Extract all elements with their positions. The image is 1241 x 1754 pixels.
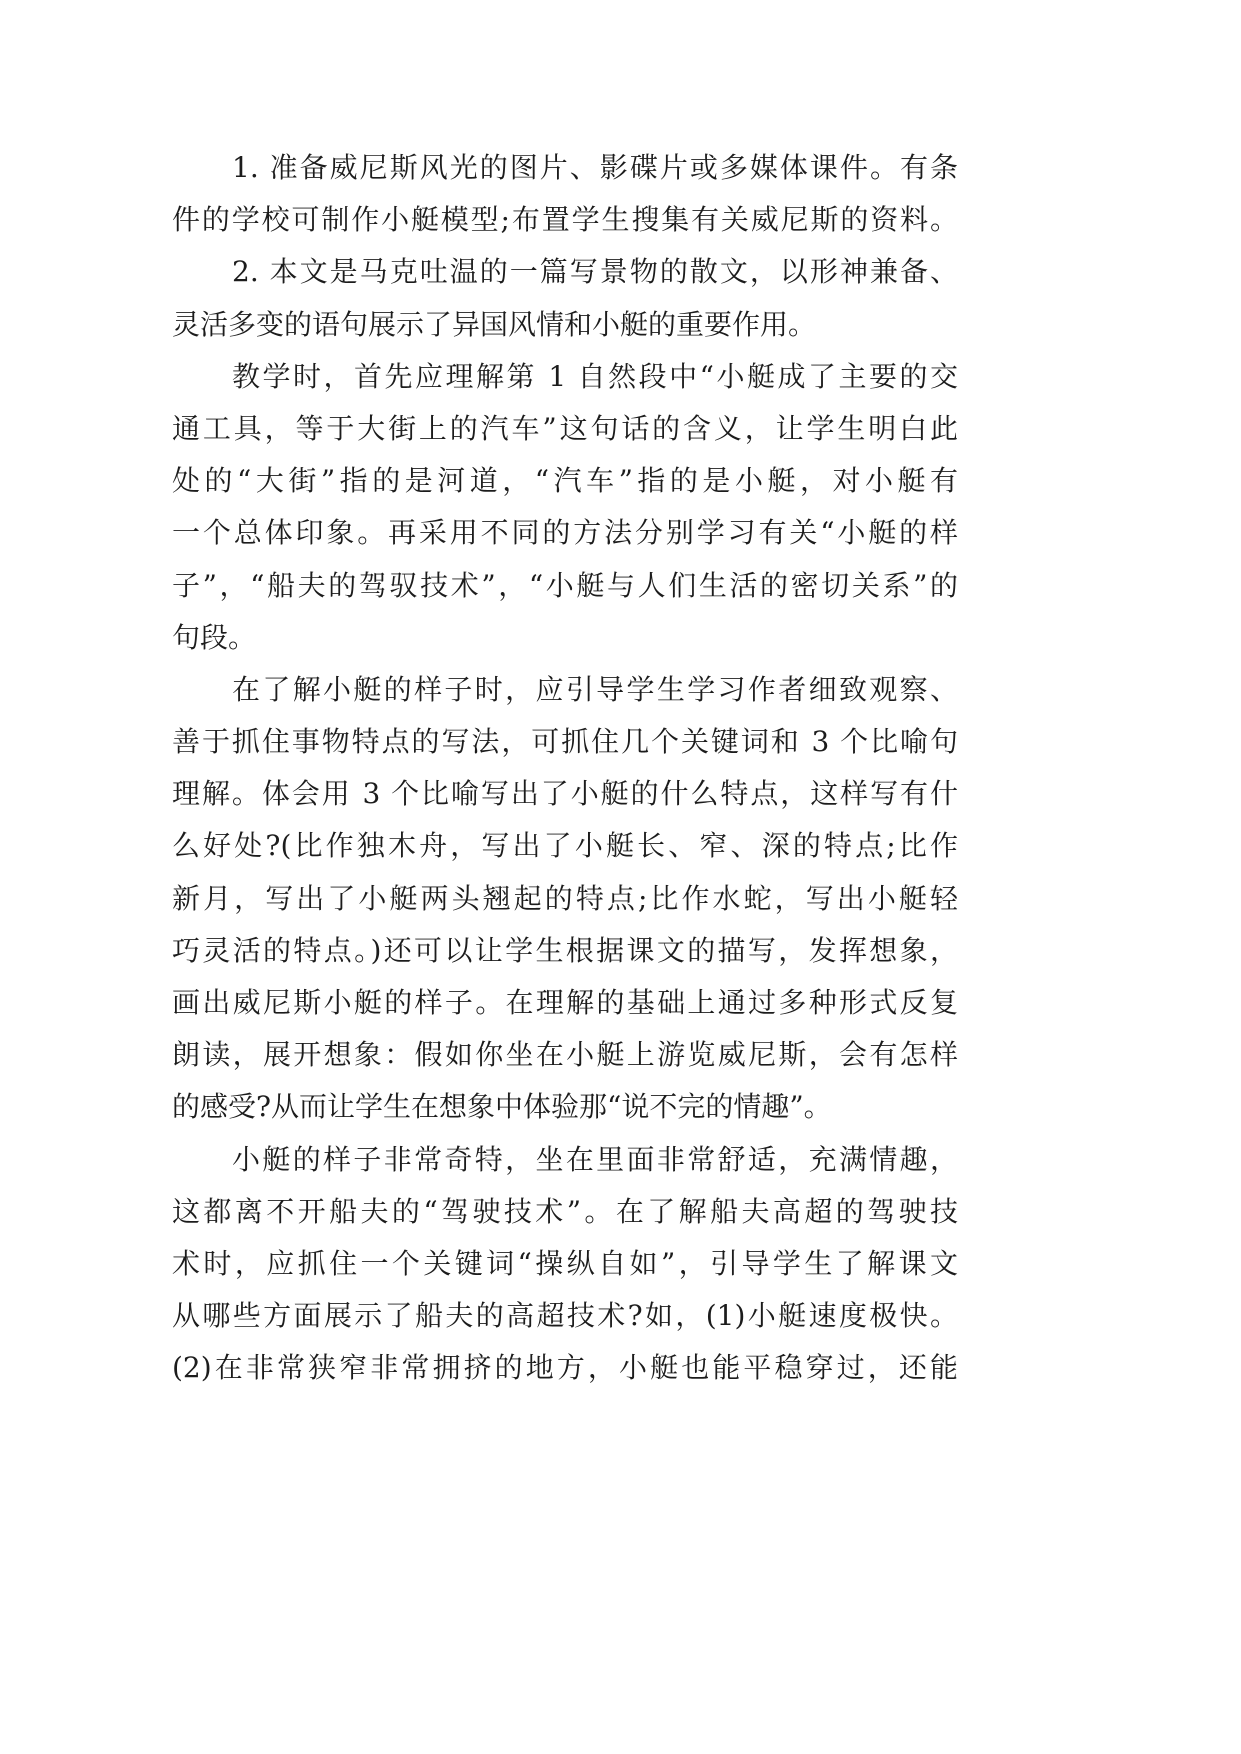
text-line: (2)在非常狭窄非常拥挤的地方，小艇也能平稳穿过，还能 [172,1351,958,1385]
text-line: 处的“大街”指的是河道，“汽车”指的是小艇，对小艇有 [172,464,958,498]
text-line: 新月，写出了小艇两头翘起的特点;比作水蛇，写出小艇轻 [172,881,958,915]
text-line: 善于抓住事物特点的写法，可抓住几个关键词和 3 个比喻句 [172,725,958,759]
text-line: 在了解小艇的样子时，应引导学生学习作者细致观察、 [232,672,958,706]
text-line: 小艇的样子非常奇特，坐在里面非常舒适，充满情趣， [232,1142,958,1176]
text-line: 灵活多变的语句展示了异国风情和小艇的重要作用。 [172,307,817,341]
text-line: 子”，“船夫的驾驭技术”，“小艇与人们生活的密切关系”的 [172,568,958,602]
text-line: 一个总体印象。再采用不同的方法分别学习有关“小艇的样 [172,516,958,550]
text-line: 通工具，等于大街上的汽车”这句话的含义，让学生明白此 [172,411,958,445]
paragraph [172,246,958,350]
text-line: 1. 准备威尼斯风光的图片、影碟片或多媒体课件。有条 [232,151,958,184]
paragraph [172,351,958,664]
text-line: 的感受?从而让学生在想象中体验那“说不完的情趣”。 [172,1090,832,1124]
text-line: 画出威尼斯小艇的样子。在理解的基础上通过多种形式反复 [172,986,958,1019]
text-line: 朗读，展开想象：假如你坐在小艇上游览威尼斯，会有怎样 [172,1038,958,1072]
text-line: 理解。体会用 3 个比喻写出了小艇的什么特点，这样写有什 [172,777,958,811]
text-line: 这都离不开船夫的“驾驶技术”。在了解船夫高超的驾驶技 [172,1194,958,1228]
text-line: 从哪些方面展示了船夫的高超技术?如，(1)小艇速度极快。 [172,1299,958,1333]
paragraph [172,142,958,246]
text-line: 巧灵活的特点。)还可以让学生根据课文的描写，发挥想象， [172,933,958,967]
text-line: 2. 本文是马克吐温的一篇写景物的散文，以形神兼备、 [232,255,958,289]
text-line: 句段。 [172,620,257,654]
paragraph [172,1134,958,1395]
text-line: 件的学校可制作小艇模型;布置学生搜集有关威尼斯的资料。 [172,203,958,237]
text-line: 教学时，首先应理解第 1 自然段中“小艇成了主要的交 [232,359,958,393]
paragraph [172,664,958,1134]
text-line: 么好处?(比作独木舟，写出了小艇长、窄、深的特点;比作 [172,829,958,863]
text-line: 术时，应抓住一个关键词“操纵自如”，引导学生了解课文 [172,1246,958,1280]
document-page [172,142,958,1395]
